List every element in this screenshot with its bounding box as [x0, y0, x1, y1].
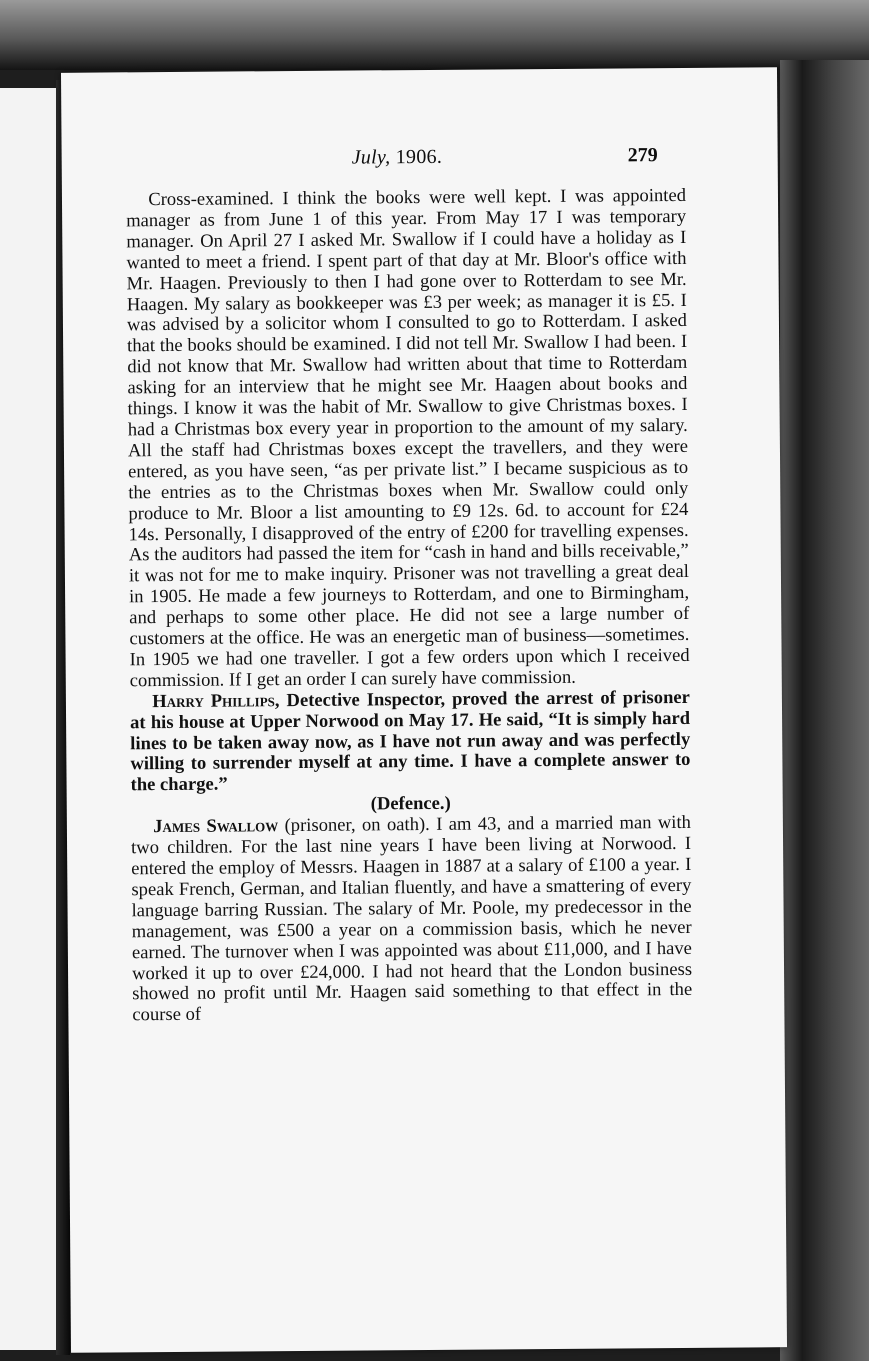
book-page — [61, 67, 787, 1353]
scan-top-band — [0, 0, 869, 70]
running-head-year: 1906. — [395, 145, 443, 169]
page-number: 279 — [627, 144, 658, 167]
running-head-date — [352, 146, 443, 170]
running-head — [62, 143, 778, 177]
witness-name: Harry Phillips, — [152, 689, 280, 712]
scan-right-edge — [780, 60, 869, 1361]
section-heading: (Defence.) — [370, 793, 451, 815]
body-text — [126, 186, 693, 1027]
paragraph-phillips-testimony — [130, 688, 691, 797]
paragraph-text: Detective Inspector, proved the arrest of prisoner at his house at Upper Norwood on May 17. He said, “It is simply hard lines to be taken away now, as I have not run away and was perfectly willing to surrender myself at any time. I have a complete answer to the charge.” — [130, 686, 691, 796]
running-head-month: July, — [351, 146, 391, 169]
paragraph-swallow-testimony — [131, 813, 693, 1026]
witness-name: James Swallow — [153, 815, 279, 838]
paragraph-cross-examination: Cross-examined. I think the books were well kept. I was appointed manager as from June 1 of this year. From May 17 I was temporary manager. On April 27 I asked Mr. Swallow if I could have a holiday as I wanted to meet a friend. I spent part of that day at Mr. Bloor's office with Mr. Haagen. Previously to then I had gone over to Rotterdam to see Mr. Haagen. My salary as bookkeeper was £3 per week; as manager it is £5. I was advised by a solicitor whom I consulted to go to Rotterdam. I asked that the books should be examined. I did not tell Mr. Swallow I had been. I did not know that Mr. Swallow had written about that time to Rotterdam asking for an interview that he might see Mr. Haagen about books and things. I know it was the habit of Mr. Swallow to give Christmas boxes. I had a Christmas box every year in proportion to the amount of my salary. All the staff had Christmas boxes except the travellers, and they were entered, as you have seen, “as per private list.” I became suspicious as to the entries as to the Christmas boxes when Mr. Swallow could only produce to Mr. Bloor a list amounting to £9 12s. 6d. to account for £24 14s. Personally, I disapproved of the entry of £200 for travelling expenses. As the auditors had passed the item for “cash in hand and bills receivable,” it was not for me to make inquiry. Prisoner was not travelling a great deal in 1905. He made a few journeys to Rotterdam, and one to Birmingham, and perhaps to some other place. He did not see a large number of customers at the office. He was an energetic man of business—sometimes. In 1905 we had one traveller. I got a few orders upon which I received commission. If I get an order I can surely have commission. — [126, 184, 690, 692]
paragraph-text: (prisoner, on oath). I am 43, and a married man with two children. For the last nine years I have been living at Norwood. I entered the employ of Messrs. Haagen in 1887 at a salary of £100 a year. I speak French, German, and Italian fluently, and have a smattering of every language barring Russian. The salary of Mr. Poole, my predecessor in the management, was £500 a year on a commission basis, which he never earned. The turnover when I was appointed was about £11,000, and I have worked it up to over £24,000. I had not heard that the London business showed no profit until Mr. Haagen said something to that effect in the course of — [130, 812, 693, 1026]
facing-page-edge — [0, 88, 58, 1350]
